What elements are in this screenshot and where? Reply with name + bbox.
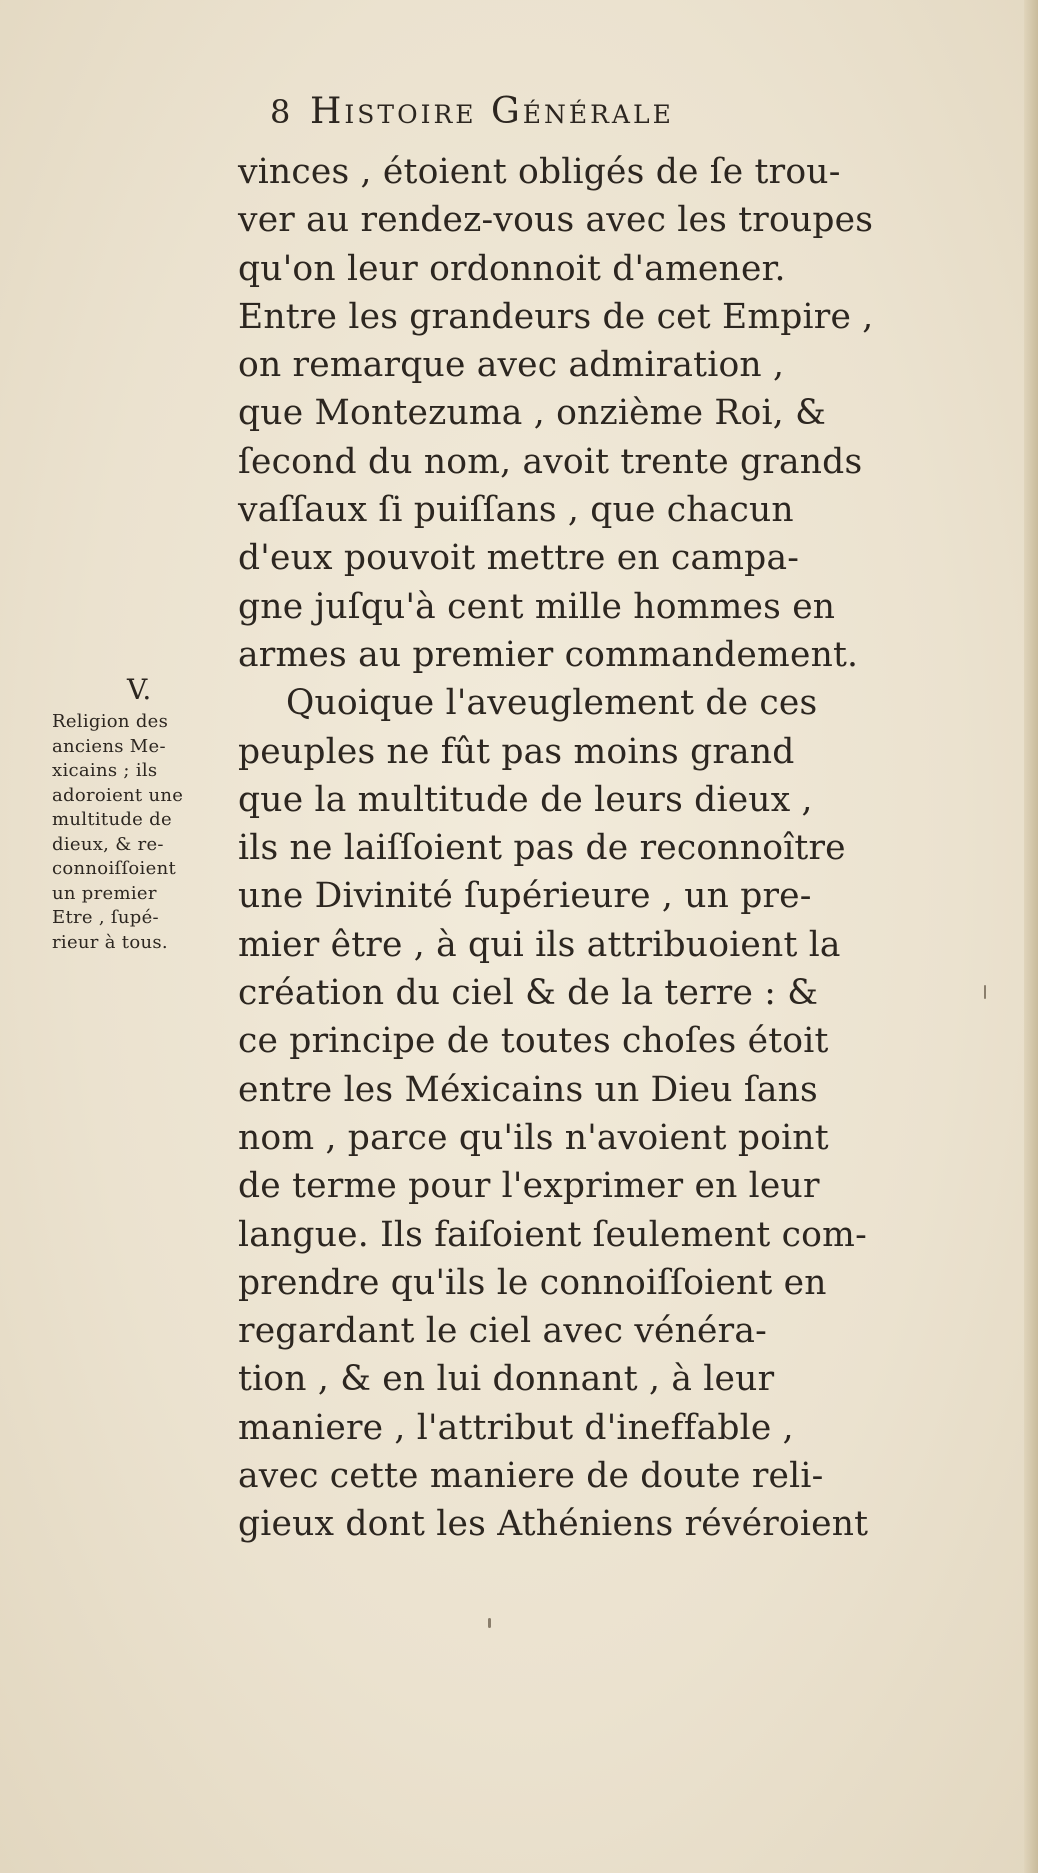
text-line: qu'on leur ordonnoit d'amener. [238, 248, 786, 289]
text-line: nom , parce qu'ils n'avoient point [238, 1117, 829, 1158]
text-line: de terme pour l'exprimer en leur [238, 1166, 820, 1207]
margin-note-line: anciens Me- [52, 735, 166, 757]
margin-note-line: Etre , ſupé- [52, 907, 159, 928]
margin-note-lines [52, 710, 183, 955]
text-line: que Montezuma , onzième Roi, & [238, 393, 827, 434]
margin-note-line: un premier [52, 882, 157, 904]
paper-speck [488, 1618, 491, 1628]
text-line: ils ne laiſſoient pas de reconnoître [238, 828, 846, 869]
text-line: ſecond du nom, avoit trente grands [238, 441, 863, 482]
text-line: mier être , à qui ils attribuoient la [238, 924, 841, 965]
text-line: tion , & en lui donnant , à leur [238, 1359, 775, 1400]
running-head: Histoire Générale [310, 91, 674, 132]
margin-note-line: rieur à tous. [52, 931, 168, 953]
text-line: vinces , étoient obligés de ſe trou- [238, 152, 841, 192]
text-line: maniere , l'attribut d'ineffable , [238, 1407, 794, 1448]
text-line: ver au rendez-vous avec les troupes [238, 200, 874, 241]
page-number: 8 [270, 93, 291, 131]
page-edge [1024, 0, 1038, 1873]
page-header [270, 88, 910, 138]
text-line: une Divinité ſupérieure , un pre- [238, 876, 812, 917]
margin-note-line: Religion des [52, 711, 169, 732]
text-line: avec cette maniere de doute reli- [238, 1456, 824, 1497]
text-line: peuples ne fût pas moins grand [238, 731, 795, 772]
margin-note-line: connoiſſoient [52, 858, 176, 879]
margin-note-line: multitude de [52, 809, 172, 830]
text-line: que la multitude de leurs dieux , [238, 779, 813, 820]
body-text [238, 148, 928, 1549]
text-line: langue. Ils faiſoient ſeulement com- [238, 1214, 867, 1255]
text-line: armes au premier commandement. [238, 634, 859, 675]
text-line: création du ciel & de la terre : & [238, 973, 819, 1014]
text-line: gne juſqu'à cent mille hommes en [238, 586, 836, 627]
text-line: Entre les grandeurs de cet Empire , [238, 296, 874, 337]
margin-note-line: dieux, & re- [52, 833, 164, 855]
text-line: regardant le ciel avec vénéra- [238, 1311, 767, 1352]
text-line: gieux dont les Athéniens révéroient [238, 1504, 869, 1545]
section-number: V. [127, 673, 152, 706]
text-line: vaſſaux ſi puiſſans , que chacun [238, 490, 794, 531]
text-line: on remarque avec admiration , [238, 345, 785, 386]
text-line: entre les Méxicains un Dieu ſans [238, 1069, 818, 1110]
paragraph-first-line: Quoique l'aveuglement de ces [286, 683, 818, 724]
text-line: ce principe de toutes choſes étoit [238, 1021, 829, 1062]
text-line: prendre qu'ils le connoiſſoient en [238, 1262, 827, 1303]
margin-note-line: xicains ; ils [52, 760, 158, 781]
text-line: d'eux pouvoit mettre en campa- [238, 538, 800, 579]
margin-note-line: adoroient une [52, 784, 184, 806]
paper-speck [984, 985, 986, 999]
